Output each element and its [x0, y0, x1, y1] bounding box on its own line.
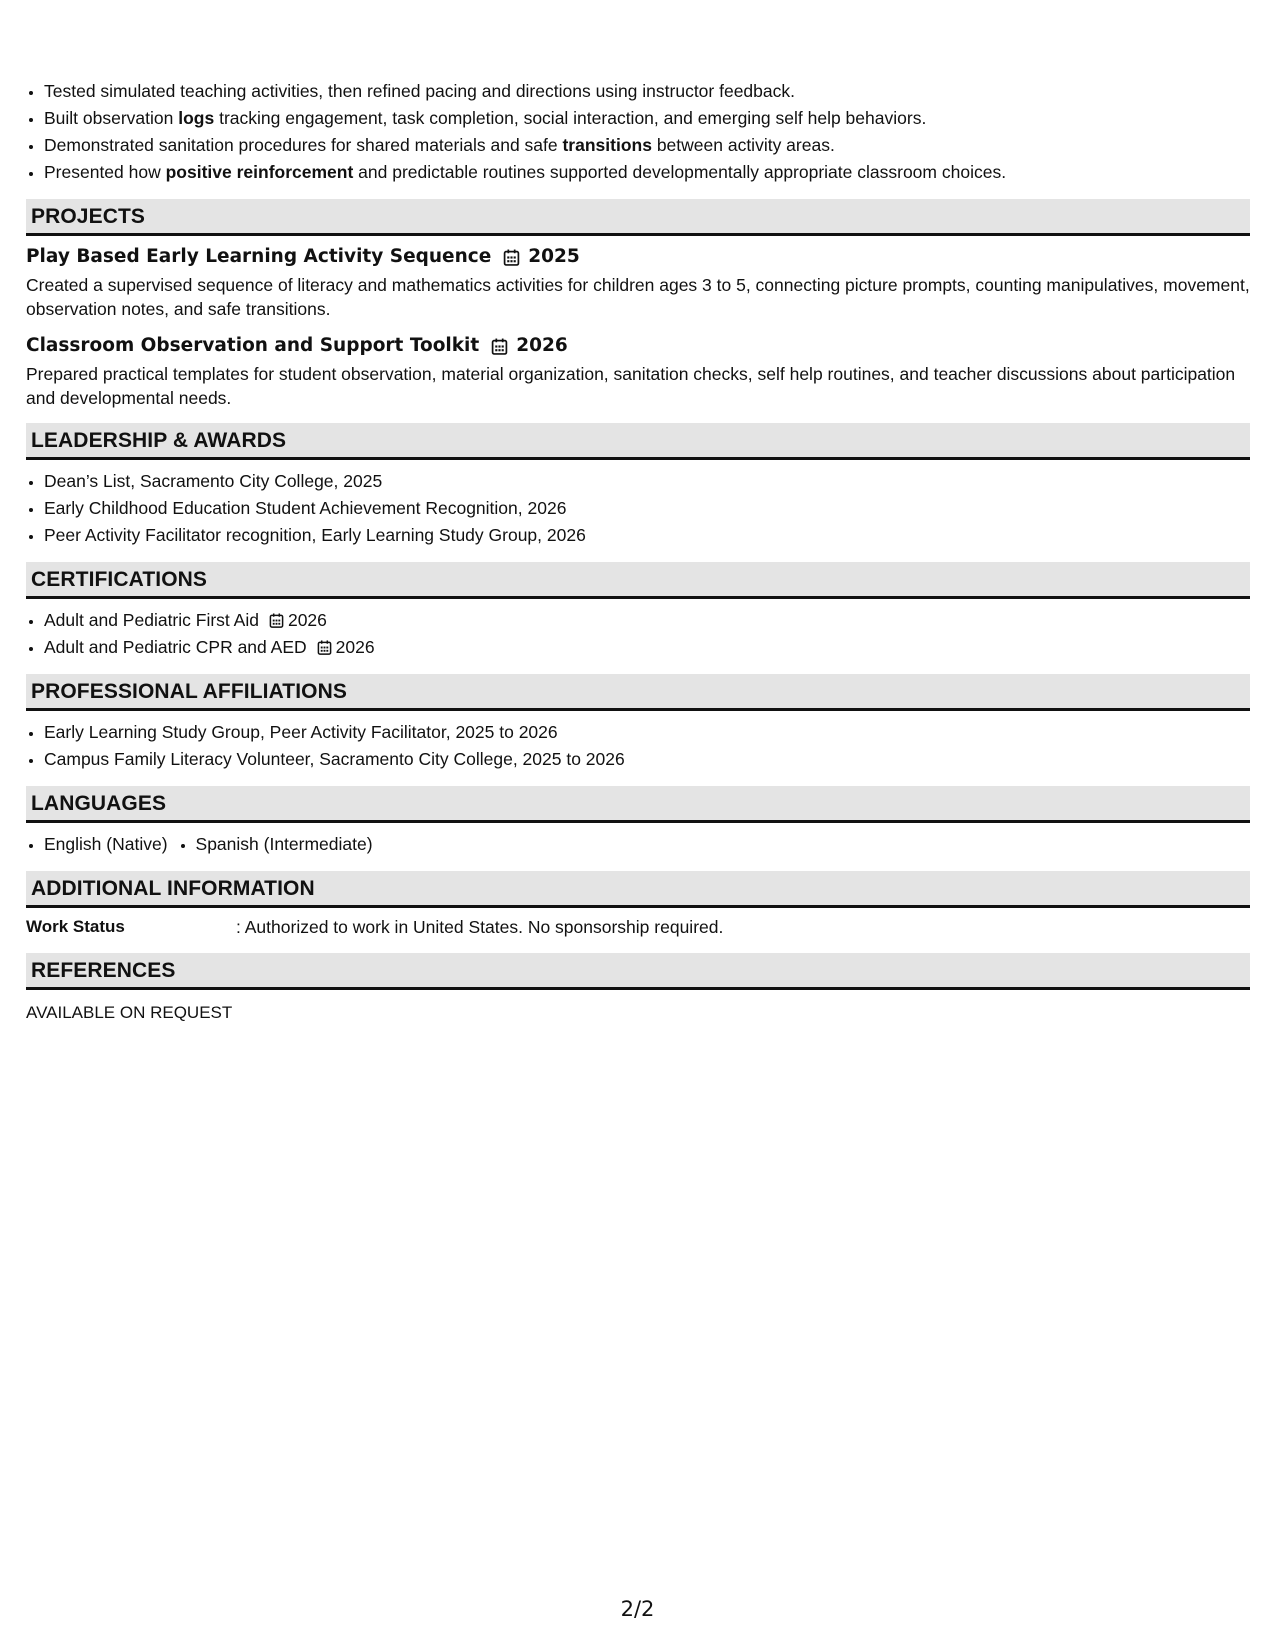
page-number: 2/2 — [620, 1597, 655, 1621]
list-item — [44, 634, 1250, 661]
certification-year: 2026 — [335, 637, 375, 657]
section-heading-certifications: CERTIFICATIONS — [26, 562, 1250, 599]
project-title: Classroom Observation and Support Toolkit — [26, 335, 480, 356]
experience-bullet — [44, 105, 1250, 132]
languages-list — [26, 831, 1250, 858]
project-year: 2026 — [516, 335, 568, 356]
list-item: • Campus Family Literacy Volunteer, Sacramento City College, 2025 to 2026 — [44, 746, 1250, 773]
work-status-label: Work Status — [26, 917, 125, 936]
calendar-icon — [317, 640, 332, 655]
project-item — [26, 244, 1250, 321]
affiliations-list — [26, 719, 1250, 773]
list-item: • English (Native) — [44, 831, 168, 858]
list-item: • Early Learning Study Group, Peer Activity Facilitator, 2025 to 2026 — [44, 719, 1250, 746]
calendar-icon — [491, 338, 508, 355]
list-item — [44, 607, 1250, 634]
emphasis-text: positive reinforcement — [165, 162, 354, 182]
section-heading-awards: LEADERSHIP & AWARDS — [26, 423, 1250, 460]
bullet-text: Demonstrated sanitation procedures for shared materials and safe — [44, 135, 563, 155]
emphasis-text: transitions — [562, 135, 652, 155]
experience-bullets — [26, 78, 1250, 186]
projects-section — [26, 244, 1250, 423]
references-section — [26, 990, 1250, 1039]
section-heading-affiliations: PROFESSIONAL AFFILIATIONS — [26, 674, 1250, 711]
project-item — [26, 333, 1250, 410]
project-description: Created a supervised sequence of literacy and mathematics activities for children ages 3 to 5, connecting picture prompts, counting manipulatives, movement, observation notes, and safe transitions. — [26, 275, 1250, 319]
list-item: • Early Childhood Education Student Achievement Recognition, 2026 — [44, 495, 1250, 522]
experience-bullet — [44, 132, 1250, 159]
resume-page — [26, 78, 1250, 1039]
bullet-text: Built observation — [44, 108, 179, 128]
certifications-section — [26, 599, 1250, 674]
references-text: AVAILABLE ON REQUEST — [26, 1003, 233, 1022]
list-item: • Spanish (Intermediate) — [196, 831, 373, 858]
languages-section — [26, 823, 1250, 871]
project-year: 2025 — [528, 246, 580, 267]
section-heading-additional: ADDITIONAL INFORMATION — [26, 871, 1250, 908]
work-status-value: : Authorized to work in United States. No sponsorship required. — [236, 917, 724, 937]
awards-list — [26, 468, 1250, 549]
list-item: • Peer Activity Facilitator recognition, Early Learning Study Group, 2026 — [44, 522, 1250, 549]
section-heading-references: REFERENCES — [26, 953, 1250, 990]
bullet-text: between activity areas. — [651, 135, 835, 155]
project-description: Prepared practical templates for student observation, material organization, sanitation checks, self help routines, and teacher discussions about participation and developmental needs. — [26, 364, 1236, 408]
awards-section — [26, 460, 1250, 562]
affiliations-section — [26, 711, 1250, 786]
emphasis-text: logs — [178, 108, 215, 128]
bullet-text: Tested simulated teaching activities, then refined pacing and directions using instructor feedback. — [44, 81, 795, 101]
bullet-text: tracking engagement, task completion, social interaction, and emerging self help behaviors. — [214, 108, 927, 128]
certification-year: 2026 — [287, 610, 327, 630]
experience-bullet — [44, 78, 1250, 105]
calendar-icon — [269, 613, 284, 628]
certification-name: Adult and Pediatric CPR and AED — [44, 637, 307, 657]
additional-section — [26, 908, 1250, 953]
section-heading-languages: LANGUAGES — [26, 786, 1250, 823]
section-heading-projects: PROJECTS — [26, 199, 1250, 236]
project-title: Play Based Early Learning Activity Sequence — [26, 246, 492, 267]
certification-name: Adult and Pediatric First Aid — [44, 610, 259, 630]
list-item: • Dean’s List, Sacramento City College, 2025 — [44, 468, 1250, 495]
experience-bullet — [44, 159, 1250, 186]
bullet-text: and predictable routines supported developmentally appropriate classroom choices. — [353, 162, 1007, 182]
bullet-text: Presented how — [44, 162, 166, 182]
calendar-icon — [503, 249, 520, 266]
certifications-list — [26, 607, 1250, 661]
